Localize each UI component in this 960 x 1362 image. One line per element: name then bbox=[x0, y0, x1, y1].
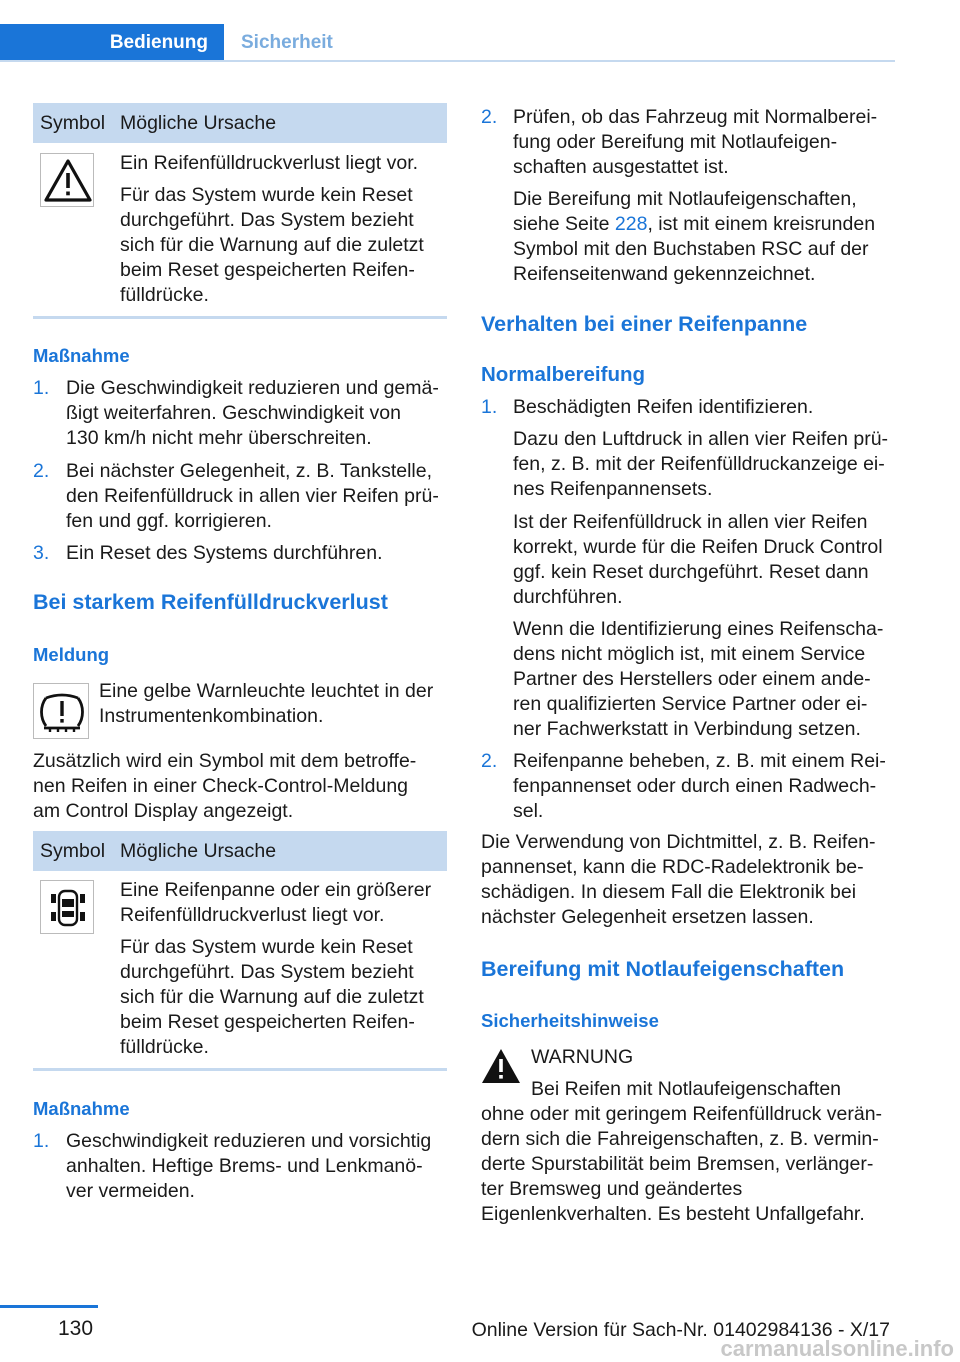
text-fragment: siehe Seite bbox=[513, 213, 615, 235]
extra-text bbox=[33, 749, 453, 824]
table2-header bbox=[33, 831, 447, 871]
table1-end bbox=[33, 316, 447, 319]
list-number: 3. bbox=[33, 542, 50, 564]
text-line: Ist der Reifenfülldruck in allen vier Reifen bbox=[513, 511, 868, 533]
text-line: durchgeführt. Das System bezieht bbox=[120, 209, 414, 231]
text-line: Dazu den Luftdruck in allen vier Reifen prü- bbox=[513, 428, 889, 450]
text-line: Die Geschwindigkeit reduzieren und gemä- bbox=[66, 377, 439, 399]
list-item bbox=[66, 1129, 450, 1204]
text-line: beim Reset gespeicherten Reifen- bbox=[120, 259, 415, 281]
table2-col-cause: Mögliche Ursache bbox=[120, 840, 277, 862]
tab-sicherheit[interactable]: Sicherheit bbox=[241, 32, 333, 53]
text-line: Wenn die Identifizierung eines Reifenscha- bbox=[513, 618, 884, 640]
text-line: Eine gelbe Warnleuchte leuchtet in der bbox=[99, 680, 434, 702]
text-line: Partner des Herstellers oder einem ande- bbox=[513, 668, 871, 690]
text-line bbox=[513, 212, 898, 237]
list-item bbox=[513, 749, 898, 824]
text-line: sich für die Warnung auf die zuletzt bbox=[120, 986, 424, 1008]
text-line: Symbol mit den Buchstaben RSC auf der bbox=[513, 238, 869, 260]
subsection-title: Normalbereifung bbox=[481, 363, 646, 386]
message-text bbox=[99, 679, 449, 729]
text-line: derte Spurstabilität beim Bremsen, verlänger- bbox=[481, 1153, 874, 1175]
list-number: 1. bbox=[33, 377, 50, 399]
text-line: Prüfen, ob das Fahrzeug mit Normalberei- bbox=[513, 106, 878, 128]
text-line: durchgeführt. Das System bezieht bbox=[120, 961, 414, 983]
header-tabs bbox=[0, 24, 895, 62]
text-line: nes Reifenpannensets. bbox=[513, 478, 713, 500]
text-line: korrekt, wurde für die Reifen Druck Control bbox=[513, 536, 883, 558]
table1-col-cause: Mögliche Ursache bbox=[120, 112, 277, 134]
text-line: Für das System wurde kein Reset bbox=[120, 184, 413, 206]
list-subtext bbox=[513, 617, 898, 742]
list-number: 2. bbox=[481, 750, 498, 772]
text-line: Instrumentenkombination. bbox=[99, 705, 324, 727]
text-line: ohne oder mit geringem Reifenfülldruck verän- bbox=[481, 1103, 883, 1125]
table2-end bbox=[33, 1068, 447, 1071]
text-fragment: , ist mit einem kreisrunden bbox=[647, 213, 876, 235]
text-line: Reifenseitenwand gekennzeichnet. bbox=[513, 263, 816, 285]
tire-pressure-warning-icon bbox=[33, 683, 89, 739]
table1-header bbox=[33, 103, 447, 143]
text-line: Bei nächster Gelegenheit, z. B. Tankstelle, bbox=[66, 460, 433, 482]
text-line: Reifenpanne beheben, z. B. mit einem Rei- bbox=[513, 750, 886, 772]
page-link[interactable]: 228 bbox=[614, 213, 648, 235]
text-line: 130 km/h nicht mehr überschreiten. bbox=[66, 427, 372, 449]
section-title: Bereifung mit Notlaufeigenschaften bbox=[481, 957, 845, 981]
text-line: Geschwindigkeit reduzieren und vorsichtig bbox=[66, 1130, 432, 1152]
car-tires-icon bbox=[40, 880, 94, 934]
section-title: Verhalten bei einer Reifenpanne bbox=[481, 312, 808, 336]
section-title: Bei starkem Reifenfülldruckverlust bbox=[33, 590, 388, 614]
warning-text bbox=[481, 1102, 901, 1227]
warning-first-line: Bei Reifen mit Notlaufeigenschaften bbox=[531, 1078, 842, 1100]
text-line: anhalten. Heftige Brems- und Lenkmanö- bbox=[66, 1155, 423, 1177]
table1-cause-p2 bbox=[120, 183, 450, 308]
list-item bbox=[66, 459, 450, 534]
list-item: Beschädigten Reifen identifizieren. bbox=[513, 396, 814, 418]
text-line: Eine Reifenpanne oder ein größerer bbox=[120, 879, 432, 901]
text-line: am Control Display angezeigt. bbox=[33, 800, 294, 822]
table1-cause-p1: Ein Reifenfülldruckverlust liegt vor. bbox=[120, 152, 419, 174]
text-line: fung oder Bereifung mit Notlaufeigen- bbox=[513, 131, 838, 153]
footer-rule bbox=[0, 1305, 98, 1308]
warning-triangle-icon bbox=[481, 1047, 521, 1087]
list-subtext bbox=[513, 187, 898, 287]
text-line: Die Bereifung mit Notlaufeigenschaften, bbox=[513, 188, 857, 210]
measure1-title: Maßnahme bbox=[33, 345, 130, 366]
table2-cause-p1 bbox=[120, 878, 450, 928]
text-line: ren qualifizierten Service Partner oder ei- bbox=[513, 693, 868, 715]
tab-bedienung[interactable]: Bedienung bbox=[0, 24, 224, 62]
list-number: 1. bbox=[33, 1130, 50, 1152]
list-subtext bbox=[513, 510, 898, 610]
text-line: ßigt weiterfahren. Geschwindigkeit von bbox=[66, 402, 401, 424]
text-line: den Reifenfülldruck in allen vier Reifen prü- bbox=[66, 485, 439, 507]
text-line: sel. bbox=[513, 800, 544, 822]
text-line: fen und ggf. korrigieren. bbox=[66, 510, 272, 532]
text-line: fenpannenset oder durch einen Radwech- bbox=[513, 775, 877, 797]
subsection-title: Sicherheitshinweise bbox=[481, 1010, 659, 1031]
text-line: ner Fachwerkstatt in Verbindung setzen. bbox=[513, 718, 861, 740]
online-version: Online Version für Sach-Nr. 01402984136 - X/17 bbox=[471, 1319, 890, 1341]
text-line: dern sich die Fahreigenschaften, z. B. vermin- bbox=[481, 1128, 879, 1150]
text-line: nen Reifen in einer Check-Control-Meldung bbox=[33, 775, 409, 797]
list-number: 2. bbox=[481, 106, 498, 128]
list-item bbox=[66, 376, 450, 451]
list-item bbox=[513, 105, 898, 180]
text-line: ter Bremsweg und geändertes bbox=[481, 1178, 743, 1200]
text-line: schaften ausgestattet ist. bbox=[513, 156, 729, 178]
text-line: Zusätzlich wird ein Symbol mit dem betroffe- bbox=[33, 750, 417, 772]
table2-col-symbol: Symbol bbox=[40, 840, 106, 862]
table2-cause-p2 bbox=[120, 935, 450, 1060]
text-line: fen, z. B. mit der Reifenfülldruckanzeige ei- bbox=[513, 453, 885, 475]
text-line: Eigenlenkverhalten. Es besteht Unfallgefahr. bbox=[481, 1203, 865, 1225]
text-line: dens nicht möglich ist, mit einem Service bbox=[513, 643, 866, 665]
text-line: Die Verwendung von Dichtmittel, z. B. Reifen- bbox=[481, 831, 876, 853]
text-line: sich für die Warnung auf die zuletzt bbox=[120, 234, 424, 256]
text-line: durchführen. bbox=[513, 586, 623, 608]
text-line: Reifenfülldruckverlust liegt vor. bbox=[120, 904, 385, 926]
text-line: pannenset, kann die RDC-Radelektronik be- bbox=[481, 856, 864, 878]
text-line: beim Reset gespeicherten Reifen- bbox=[120, 1011, 415, 1033]
list-number: 1. bbox=[481, 396, 498, 418]
text-line: Ein Reset des Systems durchführen. bbox=[66, 542, 383, 564]
list-subtext bbox=[513, 427, 898, 502]
watermark: carmanualsonline.info bbox=[720, 1336, 954, 1361]
text-line: ver vermeiden. bbox=[66, 1180, 195, 1202]
list-number: 2. bbox=[33, 460, 50, 482]
text-line: ggf. kein Reset durchgeführt. Reset dann bbox=[513, 561, 869, 583]
warning-word: WARNUNG bbox=[531, 1046, 634, 1068]
sealant-text bbox=[481, 830, 901, 930]
text-line: Für das System wurde kein Reset bbox=[120, 936, 413, 958]
warning-triangle-icon bbox=[40, 153, 94, 207]
page-number: 130 bbox=[58, 1317, 94, 1340]
text-line: nächster Gelegenheit ersetzen lassen. bbox=[481, 906, 814, 928]
measure2-title: Maßnahme bbox=[33, 1098, 130, 1119]
text-line: fülldrücke. bbox=[120, 1036, 209, 1058]
table1-col-symbol: Symbol bbox=[40, 112, 106, 134]
text-line: fülldrücke. bbox=[120, 284, 209, 306]
text-line: schädigen. In diesem Fall die Elektronik bei bbox=[481, 881, 857, 903]
message-title: Meldung bbox=[33, 644, 110, 665]
list-item bbox=[66, 541, 450, 566]
header-divider bbox=[0, 60, 895, 62]
